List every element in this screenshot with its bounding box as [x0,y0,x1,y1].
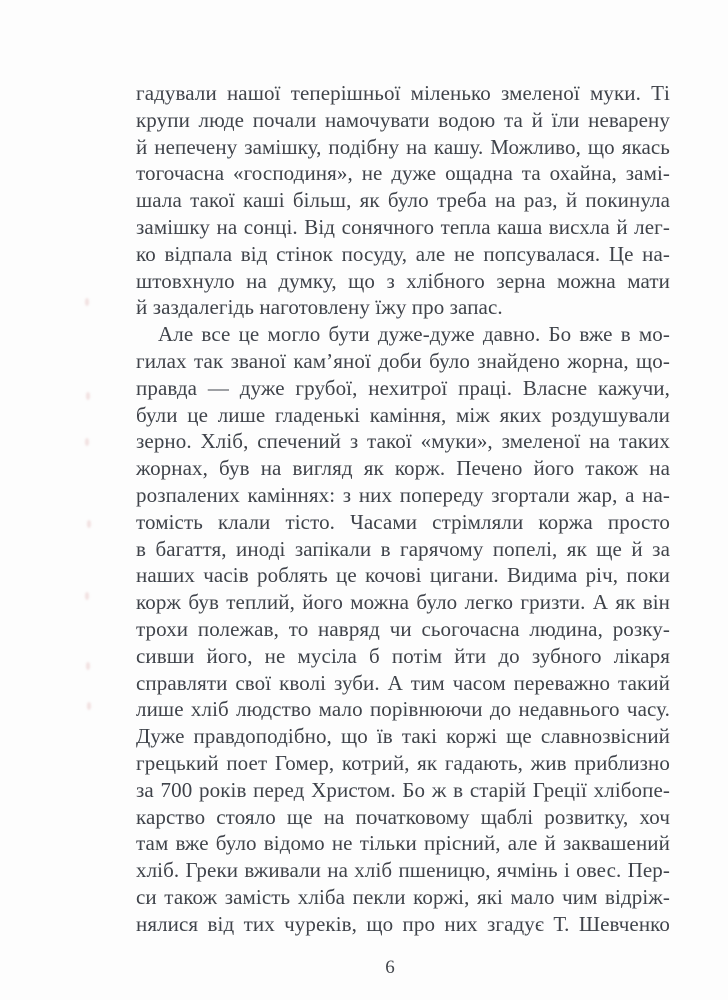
scan-artifact [87,520,91,528]
text-line: правда — дуже грубої, нехитрої праці. Власне кажучи, [136,375,670,400]
text-line: нялися від тих чуреків, що про них згадує Т. Шевченко [136,911,670,936]
text-line: гилах так званої кам’яної доби було знайдено жорна, що- [136,348,670,373]
text-line: тогочасна «господиня», не дуже ощадна та охайна, замі- [136,161,670,186]
page-number: 6 [385,957,395,978]
text-line: томість клали тісто. Часами стрімляли коржа просто [136,509,670,534]
text-line: жорнах, був на вигляд як корж. Печено його також на [136,456,670,481]
text-line: грецький поет Гомер, котрий, як гадають, жив приблизно [136,750,670,775]
text-line: наших часів роблять це кочові цигани. Видима річ, поки [136,563,670,588]
text-line: за 700 років перед Христом. Бо ж в старій Греції хлібопе- [136,777,670,802]
text-line: зерно. Хліб, спечений з такої «муки», змеленої на таких [136,429,670,454]
scan-artifact [85,298,89,306]
text-line: Дуже правдоподібно, що їв такі коржі ще славнозвісний [136,724,670,749]
text-line: й непечену замішку, подібну на кашу. Можливо, що якась [136,134,670,159]
text-line: шала такої каші більш, як було треба на раз, й покинула [136,188,670,213]
scan-artifact [86,392,90,400]
text-line: справляти свої кволі зуби. А тим часом переважно такий [136,670,670,695]
text-line: хліб. Греки вживали на хліб пшеницю, ячмінь і овес. Пер- [136,858,670,883]
text-line: сивши його, не мусіла б потім йти до зубного лікаря [136,643,670,668]
scan-artifact [86,662,90,670]
text-line: в багаття, иноді запікали в гарячому попелі, як ще й за [136,536,670,561]
text-line: були це лише гладенькі каміння, між яких роздушували [136,402,670,427]
scan-artifact [85,438,89,446]
text-line: карство стояло ще на початковому щаблі розвитку, хоч [136,804,670,829]
text-line: замішку на сонці. Від сонячного тепла каша висхла й лег- [136,214,670,239]
text-line: си також замість хліба пекли коржі, які мало чим відріж- [136,884,670,909]
text-line: там вже було відомо не тільки прісний, але й заквашений [136,831,670,856]
scan-artifact [87,702,91,710]
page-text-column [136,80,670,938]
text-line: трохи полежав, то навряд чи сьогочасна людина, розку- [136,616,670,641]
text-line: гадували нашої теперішньої міленько змеленої муки. Ті [136,81,670,105]
scan-artifact [85,592,89,600]
text-line: корж був теплий, його можна було легко гризти. А як він [136,590,670,615]
text-line: ко відпала від стінок посуду, але не попсувалася. Це на- [136,241,670,266]
text-line: розпалених каміннях: з них попереду згортали жар, а на- [136,482,670,507]
text-line: штовхнуло на думку, що з хлібного зерна можна мати [136,268,670,293]
text-line-paragraph-end: й заздалегідь наготовлену їжу про запас. [136,295,503,320]
text-line: лише хліб людство мало порівнюючи до недавнього часу. [136,697,670,722]
text-line: крупи люде почали намочувати водою та й їли неварену [136,107,670,132]
text-line-paragraph-start: Але все це могло бути дуже-дуже давно. Бо вже в мо- [158,322,670,347]
